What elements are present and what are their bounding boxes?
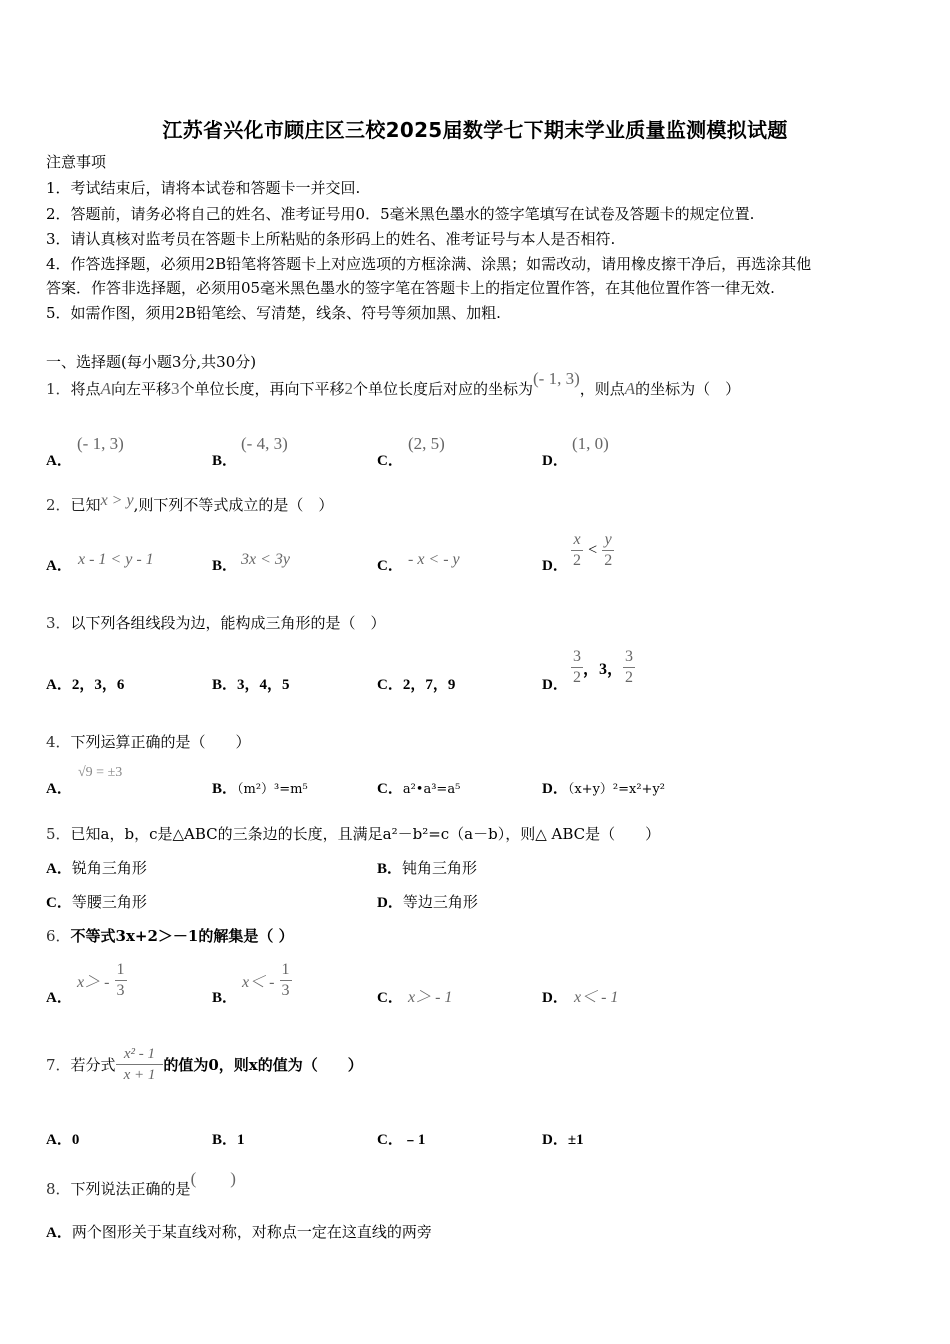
option: A．2，3，6 bbox=[46, 677, 125, 693]
option-label: D． bbox=[542, 677, 568, 693]
page-title: 江苏省兴化市顾庄区三校2025届数学七下期末学业质量监测模拟试题 bbox=[162, 118, 788, 142]
question-text: 已知 bbox=[70, 496, 101, 514]
question-text: 以下列各组线段为边，能构成三角形的是（ ） bbox=[70, 614, 386, 632]
question-8 bbox=[46, 1169, 236, 1199]
option: D．±1 bbox=[542, 1132, 584, 1148]
option-value: - x < - y bbox=[408, 551, 460, 568]
option: C．a²•a³=a⁵ bbox=[377, 781, 461, 797]
question-2 bbox=[46, 494, 333, 515]
question-number: 6． bbox=[46, 927, 71, 945]
question-text: 个单位长度，再向下平移 bbox=[179, 380, 345, 398]
question-text: ,则下列不等式成立的是（ ） bbox=[133, 496, 334, 514]
question-text: 下列说法正确的是 bbox=[70, 1180, 191, 1198]
question-text: 的值为0，则x的值为（ ） bbox=[163, 1056, 363, 1074]
question-text: 个单位长度后对应的坐标为 bbox=[352, 380, 533, 398]
option: A．两个图形关于某直线对称，对称点一定在这直线的两旁 bbox=[46, 1223, 432, 1241]
question-text: 将点 bbox=[70, 380, 101, 398]
option-label: D． bbox=[542, 453, 568, 469]
fraction: $\frac{x}{2}$ bbox=[573, 531, 581, 569]
option-value: 3x < 3y bbox=[241, 551, 290, 568]
fraction: $\frac{1}{3}$ bbox=[116, 961, 125, 999]
option-value: (1, 0) bbox=[572, 434, 609, 453]
question-number: 8． bbox=[46, 1180, 71, 1198]
option: C．2，7，9 bbox=[377, 677, 456, 693]
question-number: 3． bbox=[46, 614, 71, 632]
section-heading: 一、选择题(每小题3分,共30分) bbox=[46, 353, 257, 371]
fraction: $\frac{1}{3}$ bbox=[281, 961, 290, 999]
option-value: $\frac{x}{2}$ < $\frac{y}{2}$ bbox=[573, 531, 613, 569]
option: A．锐角三角形 bbox=[46, 859, 147, 877]
question-number: 1． bbox=[46, 380, 71, 398]
math-number: 2 bbox=[344, 379, 353, 398]
notice-line: 4．作答选择题，必须用2B铅笔将答题卡上对应选项的方框涂满、涂黑；如需改动，请用橡皮擦干净后，再选涂其他 bbox=[46, 255, 812, 273]
option-label: C． bbox=[377, 558, 403, 574]
question-text: 不等式3x+2＞－1的解集是（ ） bbox=[70, 927, 294, 945]
question-text: 的坐标为（ ） bbox=[635, 380, 741, 398]
notice-line: 1．考试结束后，请将本试卷和答题卡一并交回. bbox=[46, 179, 361, 197]
option-value: x＜ - $\frac{1}{3}$ bbox=[242, 961, 290, 999]
notice-line: 5．如需作图，须用2B铅笔绘、写清楚，线条、符号等须加黑、加粗. bbox=[46, 304, 501, 322]
option-label: B． bbox=[212, 558, 238, 574]
question-text: ，则点 bbox=[579, 380, 625, 398]
question-number: 2． bbox=[46, 496, 71, 514]
option-value: (- 1, 3) bbox=[77, 434, 124, 453]
question-text: 向左平移 bbox=[110, 380, 171, 398]
notice-heading: 注意事项 bbox=[46, 153, 107, 171]
option-value: x＜ - 1 bbox=[574, 989, 619, 1006]
question-4 bbox=[46, 731, 251, 752]
option: A．0 bbox=[46, 1132, 80, 1148]
question-5 bbox=[46, 823, 660, 844]
option: C．等腰三角形 bbox=[46, 893, 147, 911]
option: B．（m²）³=m⁵ bbox=[212, 781, 308, 797]
fraction: $\frac{3}{2}$ bbox=[625, 648, 634, 686]
math-coordinate: (- 1, 3) bbox=[533, 369, 580, 388]
math-symbol: A bbox=[100, 379, 111, 398]
option: B．钝角三角形 bbox=[377, 859, 478, 877]
option: D．等边三角形 bbox=[377, 893, 478, 911]
fraction: $\frac{\text{x² - 1}}{x + 1}$ bbox=[116, 1044, 164, 1085]
question-number: 7． bbox=[46, 1056, 71, 1074]
fraction: $\frac{y}{2}$ bbox=[604, 531, 613, 569]
option: D．（x+y）²=x²+y² bbox=[542, 781, 666, 797]
option-label: A． bbox=[46, 990, 72, 1006]
option: B．3，4，5 bbox=[212, 677, 290, 693]
question-1 bbox=[46, 369, 741, 399]
option-value: x＞ - 1 bbox=[408, 989, 453, 1006]
option-label: D． bbox=[542, 990, 568, 1006]
option-label: A． bbox=[46, 781, 72, 797]
notice-line: 答案．作答非选择题，必须用05毫米黑色墨水的签字笔在答题卡上的指定位置作答，在其他位置作答一律无效. bbox=[46, 279, 775, 297]
math-number: 3 bbox=[170, 379, 180, 398]
option-value: (- 4, 3) bbox=[241, 434, 288, 453]
option: C．﹣1 bbox=[377, 1132, 426, 1148]
option-label: B． bbox=[212, 453, 238, 469]
notice-line: 3．请认真核对监考员在答题卡上所粘贴的条形码上的姓名、准考证号与本人是否相符. bbox=[46, 230, 616, 248]
option-label: C． bbox=[377, 453, 403, 469]
question-3 bbox=[46, 612, 386, 633]
answer-paren: ( ) bbox=[190, 1169, 236, 1188]
fraction: $\frac{3}{2}$ bbox=[573, 648, 581, 686]
question-7 bbox=[46, 1044, 363, 1085]
option-value: x＞ - $\frac{1}{3}$ bbox=[77, 961, 125, 999]
option-value: x - 1 < y - 1 bbox=[78, 551, 154, 568]
question-number: 5． bbox=[46, 825, 71, 843]
option-label: C． bbox=[377, 990, 403, 1006]
option-value: $\frac{3}{2}$ ，3， $\frac{3}{2}$ bbox=[573, 648, 634, 686]
option-label: A． bbox=[46, 453, 72, 469]
notice-line: 2．答题前，请务必将自己的姓名、准考证号用0．5毫米黑色墨水的签字笔填写在试卷及答题卡的规定位置. bbox=[46, 205, 755, 223]
option: B．1 bbox=[212, 1132, 245, 1148]
math-expression: x > y bbox=[100, 492, 134, 509]
option-label: B． bbox=[212, 990, 238, 1006]
option-value: √9 = ±3 bbox=[78, 765, 123, 780]
question-text: 若分式 bbox=[70, 1056, 116, 1074]
question-text: 已知a，b，c是△ABC的三条边的长度，且满足a²－b²=c（a－b），则△ ABC是（ ） bbox=[70, 825, 661, 843]
option-label: D． bbox=[542, 558, 568, 574]
question-number: 4． bbox=[46, 733, 71, 751]
question-6 bbox=[46, 925, 294, 946]
math-symbol: A bbox=[624, 379, 636, 398]
option-value: (2, 5) bbox=[408, 434, 445, 453]
question-text: 下列运算正确的是（ ） bbox=[70, 733, 251, 751]
option-label: A． bbox=[46, 558, 72, 574]
